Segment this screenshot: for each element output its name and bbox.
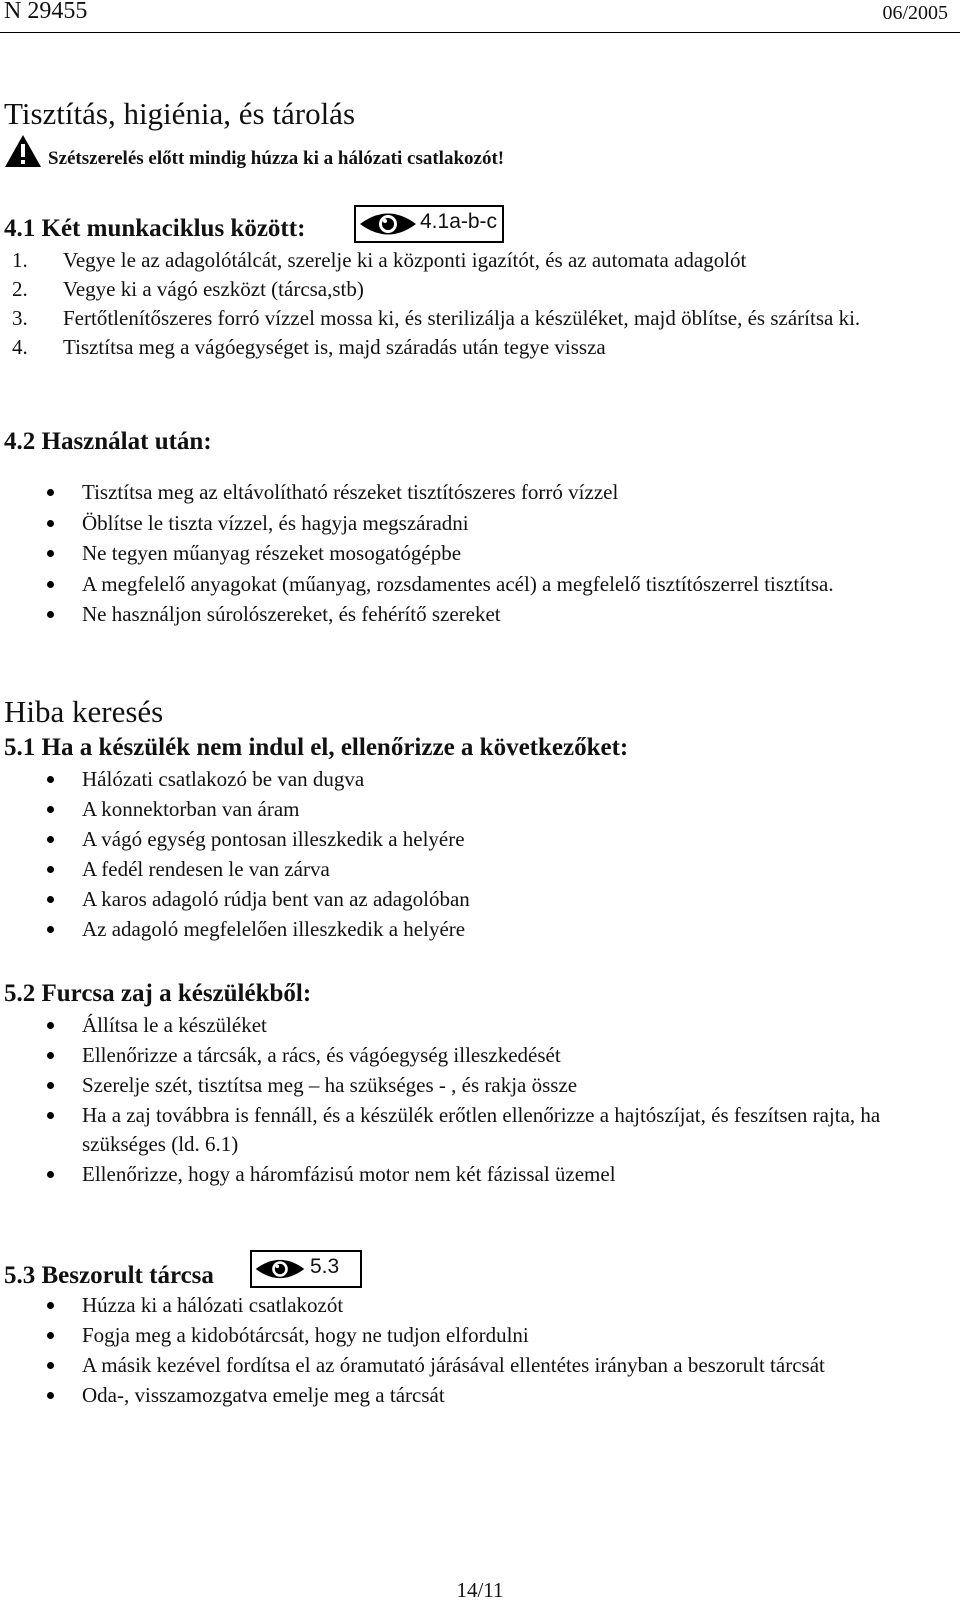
section-title-troubleshooting: Hiba keresés [4,694,164,729]
list-item: A másik kezével fordítsa el az óramutató járásával ellentétes irányban a beszorult tárcsát [4,1351,924,1380]
subsection-title-5-1: 5.1 Ha a készülék nem indul el, ellenőrizze a következőket: [4,734,629,761]
subsection-5-3-header [4,1250,604,1290]
bullet-list-4-2 [4,478,924,629]
list-item: Húzza ki a hálózati csatlakozót [4,1291,924,1320]
list-item: 4. Tisztítsa meg a vágóegységet is, majd száradás után tegye vissza [12,335,606,359]
subsection-title: 5.3 Beszorult tárcsa [4,1262,214,1289]
bullet-list-5-2 [4,1011,924,1188]
subsection-4-1-header [4,205,604,245]
list-item: A fedél rendesen le van zárva [4,855,924,884]
list-item: Oda-, visszamozgatva emelje meg a tárcsát [4,1381,924,1410]
list-item: Állítsa le a készüléket [4,1011,924,1040]
list-item: 3. Fertőtlenítőszeres forró vízzel mossa ki, és sterilizálja a készüléket, majd öblítse, és szárítsa ki. [12,306,861,330]
list-item: A megfelelő anyagokat (műanyag, rozsdamentes acél) a megfelelő tisztítószerrel tisztítsa. [4,570,924,599]
list-item: 1. Vegye le az adagolótálcát, szerelje ki a központi igazítót, és az automata adagolót [12,248,747,272]
list-item: Öblítse le tiszta vízzel, és hagyja megszáradni [4,509,924,538]
eye-icon [254,1254,306,1284]
eye-pictogram-4-1 [354,205,504,243]
warning-icon [4,134,42,168]
bullet-list-5-3 [4,1291,924,1410]
bullet-list-5-1 [4,765,924,944]
section-title-cleaning: Tisztítás, higiénia, és tárolás [4,96,356,131]
list-item: Fogja meg a kidobótárcsát, hogy ne tudjon elfordulni [4,1321,924,1350]
steps-list-4-1 [4,246,924,362]
list-item: Az adagoló megfelelően illeszkedik a helyére [4,915,924,944]
list-item: Ellenőrizze, hogy a háromfázisú motor nem két fázissal üzemel [4,1160,924,1189]
list-item: A karos adagoló rúdja bent van az adagolóban [4,885,924,914]
list-item: Ha a zaj továbbra is fennáll, és a készülék erőtlen ellenőrizze a hajtószíjat, és feszítsen rajta, ha szükséges (ld. 6.1) [4,1101,924,1158]
header-divider [0,32,960,33]
list-item: Ellenőrizze a tárcsák, a rács, és vágóegység illeszkedését [4,1041,924,1070]
list-item: Ne használjon súrolószereket, és fehérítő szereket [4,600,924,629]
warning-text: Szétszerelés előtt mindig húzza ki a hálózati csatlakozót! [48,148,505,169]
pictogram-label: 4.1a-b-c [420,210,498,233]
eye-pictogram-5-3 [250,1250,362,1288]
list-item: 2. Vegye ki a vágó eszközt (tárcsa,stb) [12,277,364,301]
subsection-title-5-2: 5.2 Furcsa zaj a készülékből: [4,980,312,1007]
list-item: Ne tegyen műanyag részeket mosogatógépbe [4,539,924,568]
pictogram-label: 5.3 [310,1255,340,1278]
warning-row [4,134,904,172]
document-id: N 29455 [4,0,88,24]
page-number: 14/11 [456,1578,504,1602]
list-item: Tisztítsa meg az eltávolítható részeket tisztítószeres forró vízzel [4,478,924,507]
document-date: 06/2005 [882,2,948,24]
list-item: Hálózati csatlakozó be van dugva [4,765,924,794]
list-item: A vágó egység pontosan illeszkedik a helyére [4,825,924,854]
list-item: Szerelje szét, tisztítsa meg – ha szükséges - , és rakja össze [4,1071,924,1100]
subsection-title-4-2: 4.2 Használat után: [4,428,212,455]
eye-icon [358,209,418,239]
subsection-title: 4.1 Két munkaciklus között: [4,215,306,242]
list-item: A konnektorban van áram [4,795,924,824]
